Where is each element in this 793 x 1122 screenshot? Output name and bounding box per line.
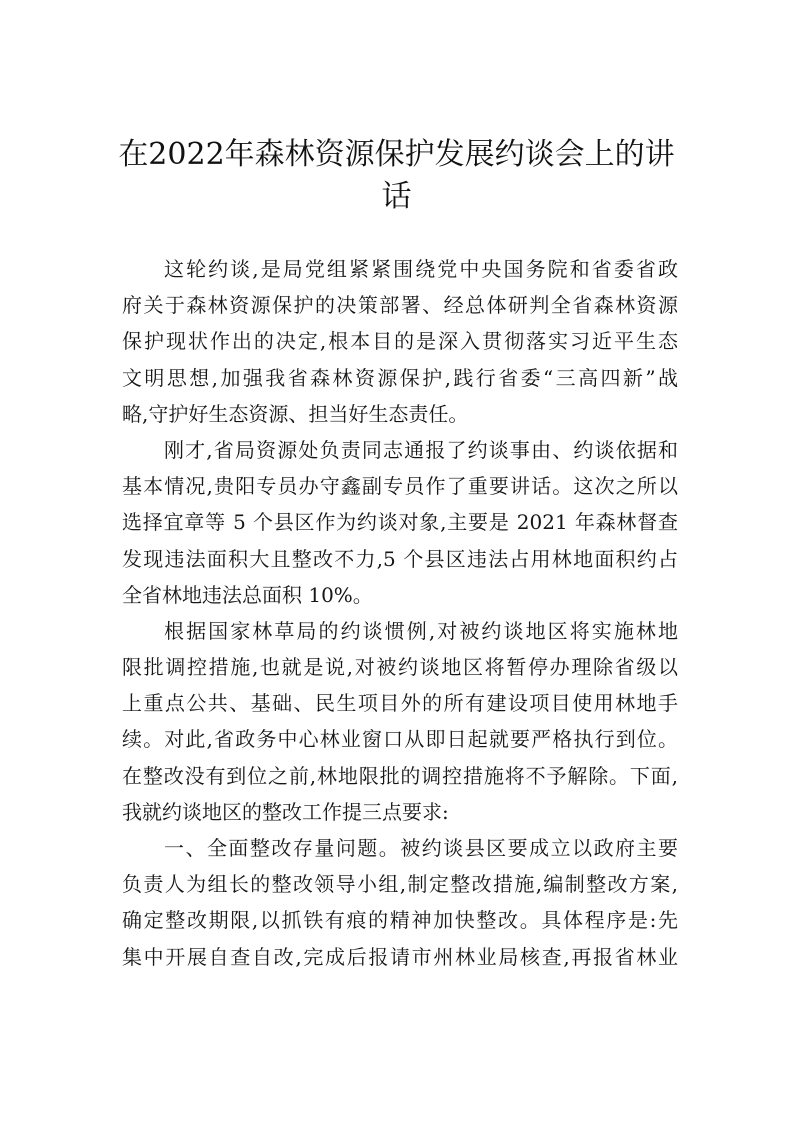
text-line: 根据国家林草局的约谈惯例,对被约谈地区将实施林地 [164,618,678,643]
text-line: 我就约谈地区的整改工作提三点要求: [122,799,449,824]
text-line: 上重点公共、基础、民生项目外的所有建设项目使用林地手 [122,691,678,716]
text-line: 刚才,省局资源处负责同志通报了约谈事由、约谈依据和 [164,437,678,462]
text-line: 保护现状作出的决定,根本目的是深入贯彻落实习近平生态 [122,329,678,354]
text-line: 府关于森林资源保护的决策部署、经总体研判全省森林资源 [122,293,678,318]
text-line: 续。对此,省政务中心林业窗口从即日起就要严格执行到位。 [122,727,678,752]
text-line: 基本情况,贵阳专员办守鑫副专员作了重要讲话。这次之所以 [122,474,678,499]
text-line: 在整改没有到位之前,林地限批的调控措施将不予解除。下面, [122,763,678,788]
text-line: 选择宜章等 5 个县区作为约谈对象,主要是 2021 年森林督查 [122,510,678,535]
paragraph [122,251,678,432]
text-line: 文明思想,加强我省森林资源保护,践行省委“三高四新”战 [122,365,678,390]
paragraph [122,432,678,613]
text-line: 集中开展自查自改,完成后报请市州林业局核查,再报省林业 [122,944,678,969]
text-line: 负责人为组长的整改领导小组,制定整改措施,编制整改方案, [122,872,678,897]
paragraph [122,830,678,975]
paragraph [122,613,678,830]
title-line: 在2022年森林资源保护发展约谈会上的讲 [118,137,675,172]
document-title [100,134,693,218]
text-line: 这轮约谈,是局党组紧紧围绕党中央国务院和省委省政 [164,257,678,281]
text-line: 确定整改期限,以抓铁有痕的精神加快整改。具体程序是:先 [122,908,678,933]
text-line: 限批调控措施,也就是说,对被约谈地区将暂停办理除省级以 [122,655,678,680]
title-line: 话 [381,179,412,214]
text-line: 一、全面整改存量问题。被约谈县区要成立以政府主要 [164,836,678,860]
document-body [122,251,678,975]
text-line: 略,守护好生态资源、担当好生态责任。 [122,401,469,426]
text-line: 全省林地违法总面积 10%。 [122,582,373,607]
text-line: 发现违法面积大且整改不力,5 个县区违法占用林地面积约占 [122,546,678,571]
